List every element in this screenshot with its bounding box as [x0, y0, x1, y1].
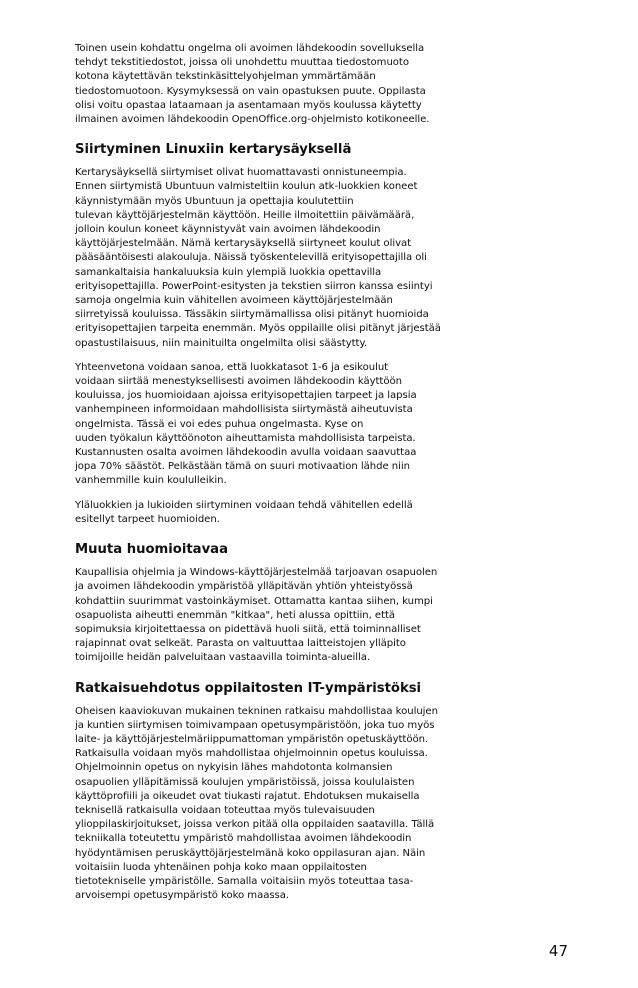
text-line: tekniikalla toteutettu ympäristö mahdollistaa avoimen lähdekoodin [75, 833, 412, 845]
text-line: erityisopettajien tarpeita enemmän. Myös oppilaille olisi pitänyt järjestää [75, 323, 441, 335]
section-heading: Muuta huomioitavaa [75, 542, 228, 558]
text-line: ongelmista. Tässä ei voi edes puhua ongelmasta. Kyse on [75, 418, 364, 430]
paragraph [75, 705, 570, 904]
text-line: käyttöjärjestelmään. Nämä kertarysäyksellä siirtyneet koulut olivat [75, 238, 412, 250]
text-line: pääsääntöisesti alakouluja. Näissä työskentelevillä erityisopettajilla oli [75, 252, 427, 264]
text-line: uuden työkalun käyttöönoton aiheuttamista mahdollisista tarpeista. [75, 432, 416, 444]
text-line: arvoisempi opetusympäristö koko maassa. [75, 890, 290, 902]
text-line: ylioppilaskirjoitukset, joissa verkon pitää olla oppilaiden saatavilla. Tällä [75, 819, 435, 831]
text-line: laite- ja käyttöjärjestelmäriippumattoman ympäristön opetuskäyttöön. [75, 733, 429, 745]
text-line: jolloin koulun koneet käynnistyvät vain avoimen lähdekoodin [75, 224, 381, 236]
text-line: ilmainen avoimen lähdekoodin OpenOffice.org-ohjelmisto kotikoneelle. [75, 114, 430, 126]
text-line: voitaisiin luoda yhtenäinen pohja koko maan oppilaitosten [75, 861, 367, 873]
text-line: Yhteenvetona voidaan sanoa, että luokkatasot 1-6 ja esikoulut [75, 361, 389, 373]
text-line: Kertarysäyksellä siirtymiset olivat huomattavasti onnistuneempia. [75, 167, 407, 179]
text-line: Yläluokkien ja lukioiden siirtyminen voidaan tehdä vähitellen edellä [75, 499, 413, 511]
paragraph [75, 361, 570, 489]
text-line: hyödyntämisen peruskäyttöjärjestelmänä koko oppilasuran ajan. Näin [75, 847, 426, 859]
page-content [75, 42, 570, 913]
text-line: Oheisen kaaviokuvan mukainen tekninen ratkaisu mahdollistaa koulujen [75, 705, 438, 717]
text-line: siirretyissä kouluissa. Tässäkin siirtymämallissa olisi pitänyt huomioida [75, 309, 429, 321]
section-heading: Ratkaisuehdotus oppilaitosten IT-ympäristöksi [75, 680, 422, 696]
text-line: osapuolista aiheutti enemmän "kitkaa", heti alussa opittiin, että [75, 609, 396, 621]
section-heading: Siirtyminen Linuxiin kertarysäyksellä [75, 142, 352, 158]
text-line: kouluissa, jos huomioidaan ajoissa erityisopettajien tarpeet ja lapsia [75, 390, 417, 402]
text-line: rajapinnat ovat selkeät. Parasta on valtuuttaa laitteistojen ylläpito [75, 638, 406, 650]
text-line: samankaltaisia hankaluuksia kuin ylempiä luokkia opettavilla [75, 266, 382, 278]
text-line: ja avoimen lähdekoodin ympäristöä ylläpitävän yhtiön yhteistyössä [75, 581, 413, 593]
text-line: kotona käytettävän tekstinkäsittelyohjelman ymmärtämään [75, 71, 376, 83]
text-line: erityisopettajilla. PowerPoint-esitysten ja tekstien siirron kanssa esiintyi [75, 280, 433, 292]
text-line: osapuolien ylläpitämissä koulujen ympäristöissä, joissa koululaisten [75, 776, 415, 788]
text-line: opastustilaisuus, niin mainituilta ongelmilta olisi säästytty. [75, 337, 368, 349]
paragraph [75, 166, 570, 351]
text-line: Kaupallisia ohjelmia ja Windows-käyttöjärjestelmää tarjoavan osapuolen [75, 567, 438, 579]
paragraph [75, 566, 570, 665]
text-line: sopimuksia kirjoitettaessa on pidettävä huoli siitä, että toiminnalliset [75, 623, 421, 635]
text-line: vanhemmille kuin koululleikin. [75, 475, 227, 487]
text-line: tiedostomuotoon. Kysymyksessä on vain opastuksen puute. Oppilasta [75, 85, 426, 97]
text-line: vanhempineen informoidaan mahdollisista siirtymästä aiheutuvista [75, 404, 413, 416]
text-line: Ennen siirtymistä Ubuntuun valmisteltiin koulun atk-luokkien koneet [75, 181, 418, 193]
text-line: Toinen usein kohdattu ongelma oli avoimen lähdekoodin sovelluksella [75, 43, 425, 54]
text-line: voidaan siirtää menestyksellisesti avoimen lähdekoodin käyttöön [75, 376, 402, 388]
text-line: käynnistymään myös Ubuntuun ja opettajia koulutettiin [75, 195, 354, 207]
text-line: kohdattiin suurimmat vastoinkäymiset. Ottamatta kantaa siihen, kumpi [75, 595, 433, 607]
text-line: käyttöprofiili ja oikeudet ovat tiukasti rajatut. Ehdotuksen mukaisella [75, 790, 420, 802]
text-line: tietotekniselle ympäristölle. Samalla voitaisiin myös toteuttaa tasa- [75, 875, 414, 887]
text-line: toimijoille heidän palveluitaan vastaavilla toiminta-alueilla. [75, 652, 371, 664]
text-line: samoja ongelmia kuin vähitellen avoimeen käyttöjärjestelmään [75, 295, 393, 307]
text-line: ja kuntien siirtymisen toimivampaan opetusympäristöön, joka tuo myös [75, 719, 435, 731]
text-line: tehdyt tekstitiedostot, joissa oli unohdettu muuttaa tiedostomuoto [75, 57, 409, 69]
text-line: Ratkaisulla voidaan myös mahdollistaa ohjelmoinnin opetus kouluissa. [75, 748, 428, 760]
text-line: teknisellä ratkaisulla voidaan toteuttaa myös tulevaisuuden [75, 804, 375, 816]
text-line: Ohjelmoinnin opetus on nykyisin lähes mahdotonta kolmansien [75, 762, 393, 774]
page-number: 47 [548, 942, 568, 960]
text-line: esitellyt tarpeet huomioiden. [75, 513, 220, 525]
text-line: olisi voitu opastaa lataamaan ja asentamaan myös koulussa käytetty [75, 99, 422, 111]
text-line: tulevan käyttöjärjestelmän käyttöön. Heille ilmoitettiin päivämäärä, [75, 209, 415, 221]
text-line: jopa 70% säästöt. Pelkästään tämä on suuri motivaation lähde niin [75, 461, 410, 473]
text-line: Kustannusten osalta avoimen lähdekoodin avulla voidaan saavuttaa [75, 447, 417, 459]
paragraph [75, 499, 570, 527]
paragraph [75, 42, 570, 127]
